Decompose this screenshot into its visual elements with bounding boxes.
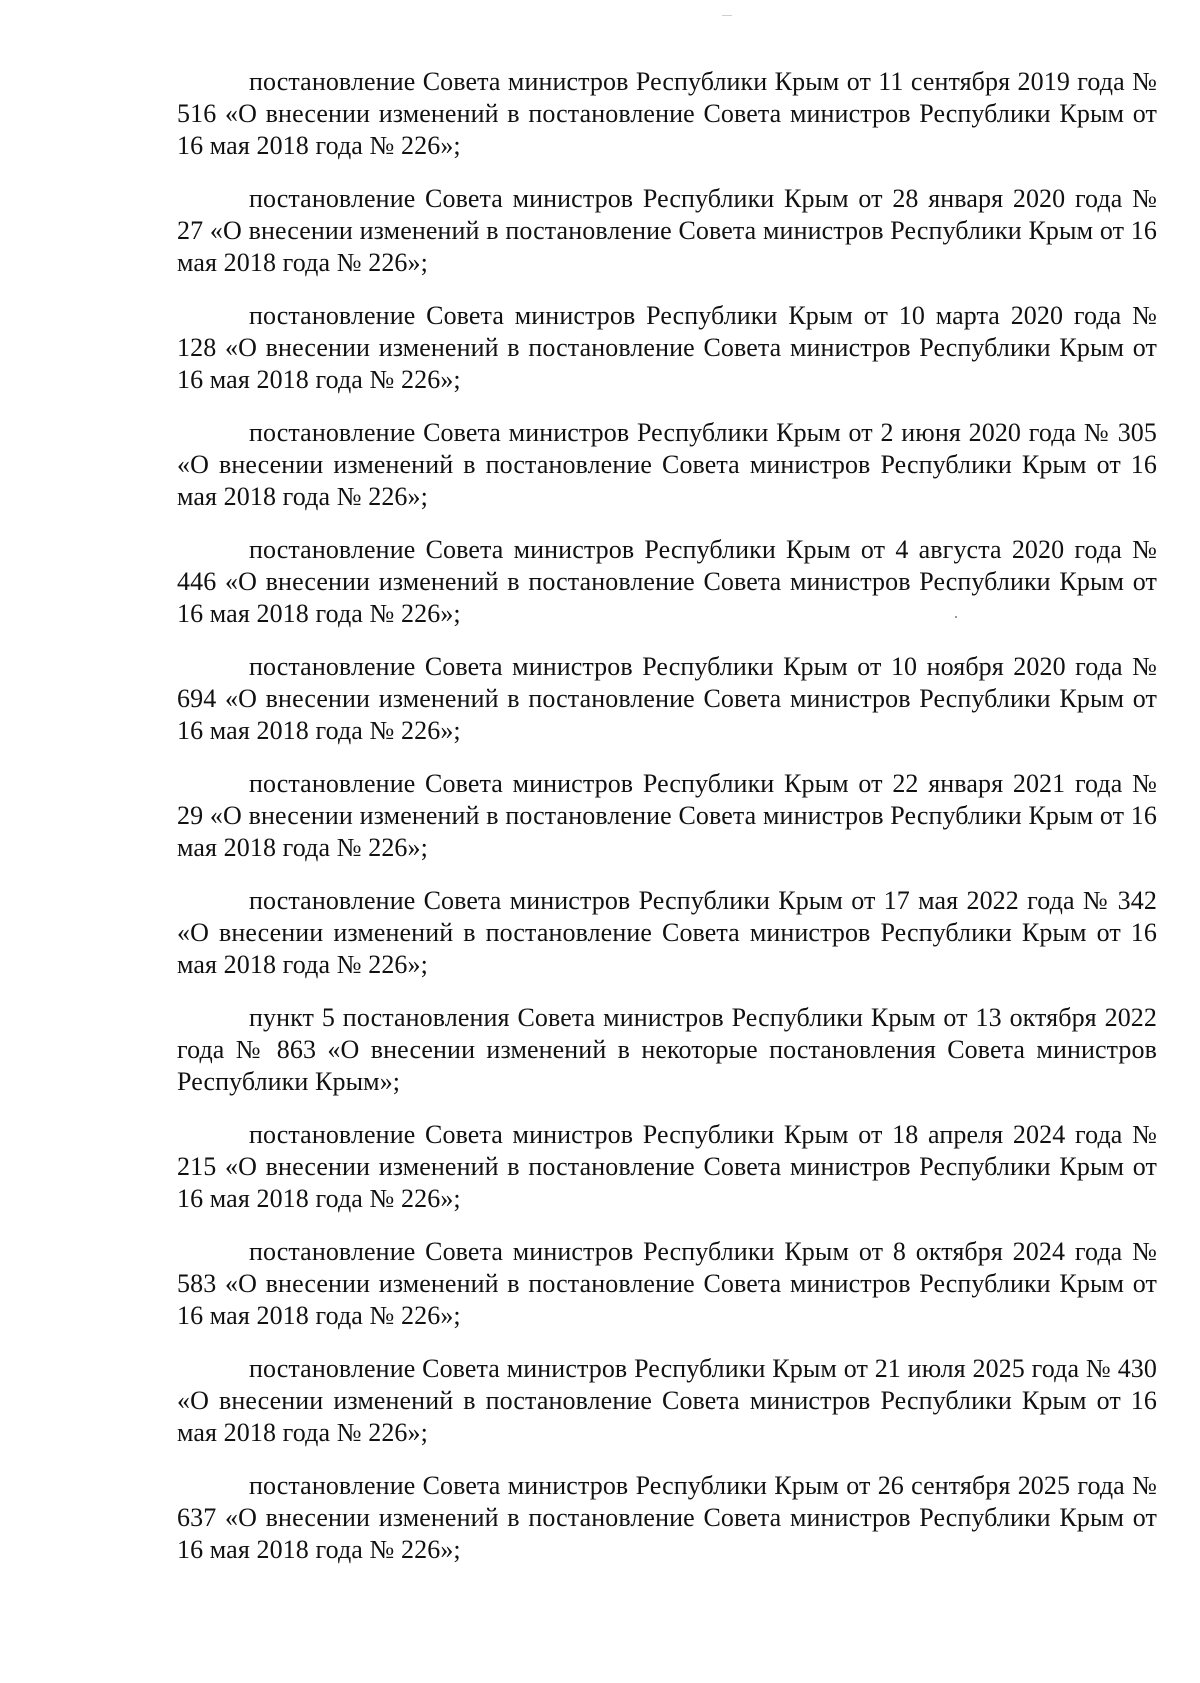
paragraph-5: постановление Совета министров Республики Крым от 4 августа 2020 года № 446 «О внесении изменений в постановление Совета министров Республики Крым от 16 мая 2018 года № 226»;: [177, 535, 1157, 628]
paragraph-12: постановление Совета министров Республики Крым от 21 июля 2025 года № 430 «О внесении изменений в постановление Совета министров Республики Крым от 16 мая 2018 года № 226»;: [177, 1354, 1157, 1447]
paragraph-11: постановление Совета министров Республики Крым от 8 октября 2024 года № 583 «О внесении изменений в постановление Совета министров Республики Крым от 16 мая 2018 года № 226»;: [177, 1237, 1157, 1330]
paragraph-6: постановление Совета министров Республики Крым от 10 ноября 2020 года № 694 «О внесении изменений в постановление Совета министров Республики Крым от 16 мая 2018 года № 226»;: [177, 652, 1157, 745]
scan-mark: [722, 15, 732, 16]
paragraph-9: пункт 5 постановления Совета министров Республики Крым от 13 октября 2022 года № 863 «О внесении изменений в некоторые постановления Совета министров Республики Крым»;: [177, 1003, 1157, 1096]
paragraph-7: постановление Совета министров Республики Крым от 22 января 2021 года № 29 «О внесении изменений в постановление Совета министров Республики Крым от 16 мая 2018 года № 226»;: [177, 769, 1157, 862]
paragraph-4: постановление Совета министров Республики Крым от 2 июня 2020 года № 305 «О внесении изменений в постановление Совета министров Республики Крым от 16 мая 2018 года № 226»;: [177, 418, 1157, 511]
paragraph-8: постановление Совета министров Республики Крым от 17 мая 2022 года № 342 «О внесении изменений в постановление Совета министров Республики Крым от 16 мая 2018 года № 226»;: [177, 886, 1157, 979]
paragraph-2: постановление Совета министров Республики Крым от 28 января 2020 года № 27 «О внесении изменений в постановление Совета министров Республики Крым от 16 мая 2018 года № 226»;: [177, 184, 1157, 277]
paragraph-3: постановление Совета министров Республики Крым от 10 марта 2020 года № 128 «О внесении изменений в постановление Совета министров Республики Крым от 16 мая 2018 года № 226»;: [177, 301, 1157, 394]
paragraph-13: постановление Совета министров Республики Крым от 26 сентября 2025 года № 637 «О внесении изменений в постановление Совета министров Республики Крым от 16 мая 2018 года № 226»;: [177, 1471, 1157, 1564]
paragraph-1: постановление Совета министров Республики Крым от 11 сентября 2019 года № 516 «О внесении изменений в постановление Совета министров Республики Крым от 16 мая 2018 года № 226»;: [177, 67, 1157, 160]
document-body: [177, 66, 1157, 1587]
scan-speck: [955, 616, 957, 618]
paragraph-10: постановление Совета министров Республики Крым от 18 апреля 2024 года № 215 «О внесении изменений в постановление Совета министров Республики Крым от 16 мая 2018 года № 226»;: [177, 1120, 1157, 1213]
